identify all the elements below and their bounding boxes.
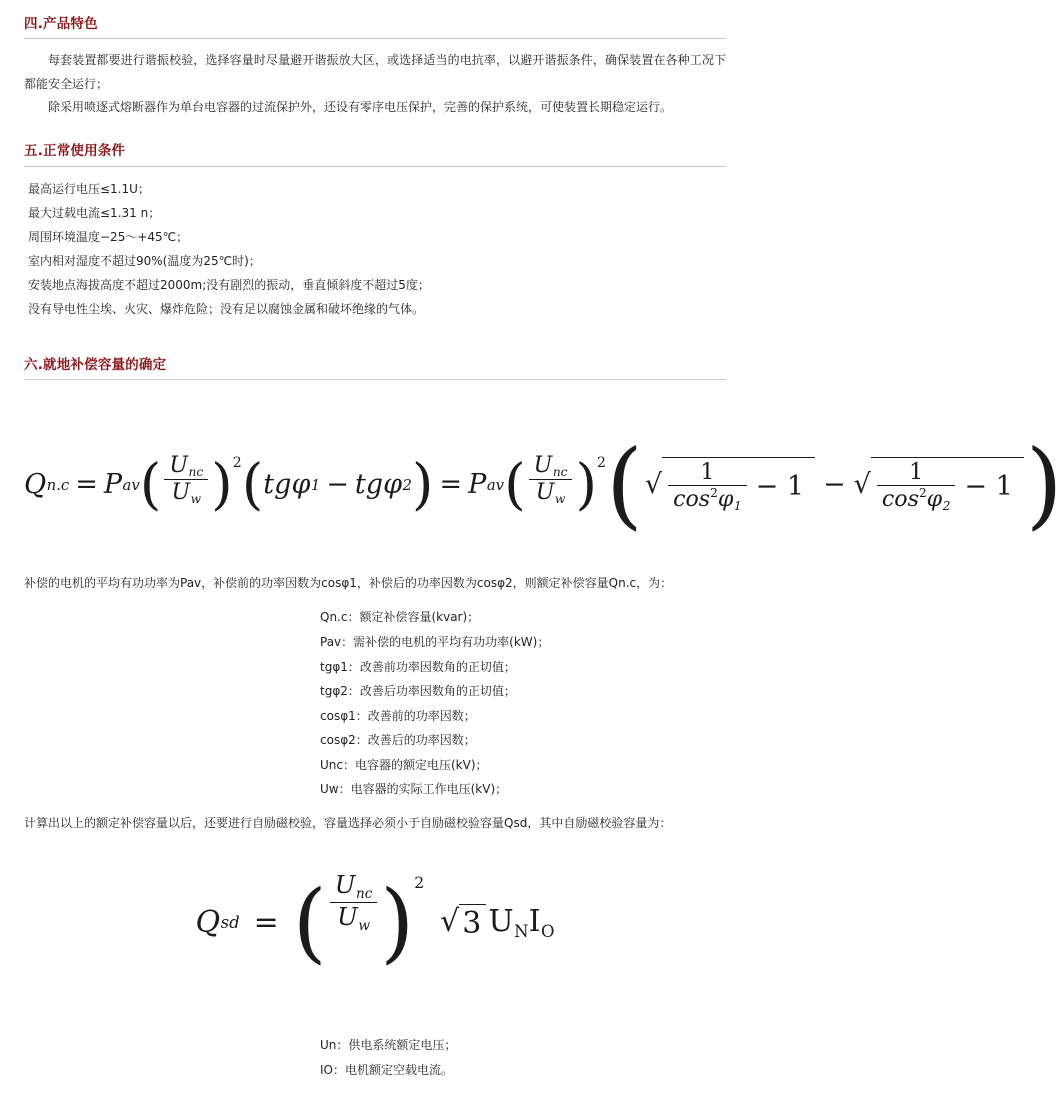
formula-phi-1-index: 1: [310, 475, 321, 494]
radicand: [459, 904, 486, 941]
formula-subscript-sd: sd: [220, 912, 240, 932]
radical-first: [645, 457, 815, 514]
formula-tg-2: tg: [354, 469, 384, 501]
formula-symbol-q: Q: [195, 904, 221, 940]
symbol-u: U: [171, 478, 191, 505]
phi-symbol: φ: [926, 486, 943, 513]
list-item: 安装地点海拔高度不超过2000m;没有剧烈的振动，垂直倾斜度不超过5度；: [28, 277, 430, 292]
exponent-two: 2: [414, 873, 425, 892]
radical-second: [854, 457, 1024, 514]
minus-one: − 1: [964, 470, 1013, 502]
spacer: [24, 595, 726, 605]
paren-close-large: ): [1025, 429, 1063, 540]
note-self-excitation-check: 计算出以上的额定补偿容量以后，还要进行自励磁校验，容量选择必须小于自励磁校验容量Qsd，其中自励磁校验容量为：: [24, 816, 672, 831]
formula-minus: −: [326, 469, 349, 501]
section-heading-local-compensation: 六.就地补偿容量的确定: [24, 356, 167, 373]
definition-item: cosφ2：改善后的功率因数；: [320, 733, 476, 748]
heading-divider: [24, 166, 726, 167]
sqrt-icon: √: [644, 469, 663, 501]
radical-three: [440, 904, 486, 941]
list-item: 最大过载电流≤1.31 n；: [28, 205, 161, 220]
subscript-nc: nc: [552, 464, 568, 479]
fraction-one-over-cos2phi2: [877, 460, 956, 514]
list-item: 最高运行电压≤1.1U；: [28, 181, 150, 196]
list-item: 没有导电性尘埃、火灾、爆炸危险；没有足以腐蚀金属和破坏绝缘的气体。: [28, 301, 425, 316]
definition-item: IO：电机额定空载电流。: [320, 1063, 453, 1078]
definition-item: tgφ1：改善前功率因数角的正切值；: [320, 659, 516, 674]
cos-exponent: 2: [710, 486, 718, 501]
definition-item: Un：供电系统额定电压；: [320, 1038, 457, 1053]
paren-open: (: [504, 452, 526, 517]
cos-label: cos: [673, 486, 711, 513]
formula-phi-2: φ: [383, 469, 402, 501]
list-item: 周围环境温度−25～+45℃；: [28, 229, 189, 244]
phi-index: 1: [733, 499, 742, 514]
definition-item: cosφ1：改善前的功率因数；: [320, 708, 476, 723]
spacer: [24, 550, 726, 572]
heading-divider: [24, 38, 726, 39]
spacer: [24, 321, 726, 355]
subscript-o: O: [540, 921, 555, 941]
fraction-numerator: 1: [700, 458, 715, 485]
spacer: [24, 119, 726, 141]
fraction-denominator: [531, 480, 571, 506]
formula-equals: =: [253, 904, 279, 940]
formula-phi-2-index: 2: [402, 475, 412, 494]
subscript-n: N: [514, 921, 529, 941]
definition-item: Unc：电容器的额定电压(kV)；: [320, 757, 488, 772]
spacer: [24, 802, 726, 812]
phi-symbol: φ: [717, 486, 734, 513]
symbol-u: U: [337, 902, 358, 932]
paren-close: ): [211, 452, 233, 517]
formula-symbol-q: Q: [24, 469, 47, 501]
section-heading-normal-conditions: 五.正常使用条件: [24, 143, 126, 160]
formula-symbol-p-2: P: [468, 469, 487, 501]
subscript-w: w: [358, 917, 370, 934]
fraction-numerator: [529, 453, 573, 479]
subscript-w: w: [554, 491, 566, 506]
heading-divider: [24, 379, 726, 380]
paren-open-large: (: [605, 429, 643, 540]
formula-subscript-av: av: [122, 475, 140, 494]
formula-power-group-2: [504, 453, 606, 517]
minus-one: − 1: [755, 470, 805, 502]
paren-open: (: [292, 871, 327, 974]
formula-symbol-un: [488, 904, 528, 940]
root-operand-three: 3: [462, 905, 482, 941]
paren-close: ): [575, 452, 598, 517]
list-item: 室内相对湿度不超过90%(温度为25℃时)；: [28, 253, 261, 268]
fraction-numerator: [164, 453, 208, 479]
note-power-factor: 补偿的电机的平均有功功率为Pav，补偿前的功率因数为cosφ1，补偿后的功率因数为cosφ2，则额定补偿容量Qn.c，为：: [24, 575, 673, 590]
cos-exponent: 2: [918, 486, 927, 501]
spacer: [24, 390, 726, 412]
formula-symbol-io: [529, 904, 555, 940]
subscript-w: w: [190, 491, 202, 506]
paren-open: (: [139, 452, 162, 517]
symbol-i: I: [528, 904, 541, 940]
radicand: [871, 457, 1024, 514]
formula-self-excitation-capacity: [24, 835, 726, 999]
formula-rated-compensation-capacity: [24, 412, 1063, 550]
subscript-nc: nc: [355, 885, 373, 902]
definition-item: Uw：电容器的实际工作电压(kV)；: [320, 782, 508, 797]
subscript-nc: nc: [188, 464, 204, 479]
formula-symbol-p: P: [103, 469, 123, 501]
paren-close: ): [380, 871, 415, 974]
exponent-two-2: 2: [597, 455, 606, 472]
paragraph-resonance-check: 每套装置都要进行谐振校验，选择容量时尽量避开谐振放大区，或选择适当的电抗率，以避开谐振条件，确保装置在各种工况下都能安全运行；: [24, 53, 726, 91]
fraction-denominator: [166, 480, 206, 506]
formula-power-group: [140, 453, 242, 517]
fraction-numerator: 1: [909, 458, 924, 485]
fraction-denominator: [668, 486, 747, 513]
formula-tg-1: tg: [263, 469, 292, 501]
fraction-denominator: [332, 903, 375, 934]
symbol-u: U: [488, 904, 514, 940]
sqrt-icon: √: [440, 904, 460, 940]
section-heading-product-features: 四.产品特色: [24, 16, 98, 32]
paren-close: ): [411, 452, 434, 517]
symbol-u: U: [169, 451, 189, 478]
fraction-unc-uw: [330, 871, 378, 934]
paren-open: (: [241, 452, 264, 517]
paragraph-protection-system: 除采用喷逐式熔断器作为单台电容器的过流保护外，还设有零序电压保护，完善的保护系统，可使装置长期稳定运行。: [48, 100, 673, 115]
formula-minus-between-radicals: −: [823, 469, 846, 501]
formula-power-group: [293, 871, 424, 973]
conditions-list: [24, 177, 726, 321]
formula-equals-2: =: [439, 469, 463, 501]
fraction-denominator: [877, 486, 956, 513]
symbol-u: U: [535, 478, 555, 505]
formula-equals: =: [75, 469, 98, 501]
fraction-unc-uw: [164, 453, 208, 506]
symbol-u: U: [334, 870, 356, 900]
formula-subscript-av-2: av: [486, 475, 505, 494]
formula-subscript-nc: n.c: [46, 475, 70, 494]
formula-expression: [196, 871, 555, 973]
definition-list-primary: [24, 605, 726, 802]
radicand: [662, 457, 815, 514]
formula-expression: [24, 430, 1063, 540]
fraction-unc-uw-2: [529, 453, 573, 506]
sqrt-icon: √: [853, 469, 871, 501]
phi-index: 2: [942, 499, 951, 514]
symbol-u: U: [533, 451, 553, 478]
formula-phi-1: φ: [291, 469, 311, 501]
exponent-two: 2: [232, 455, 242, 472]
definition-list-secondary: [24, 1033, 726, 1082]
definition-item: Qn.c：额定补偿容量(kvar)；: [320, 610, 480, 625]
definition-item: tgφ2：改善后功率因数角的正切值；: [320, 684, 516, 699]
cos-label: cos: [881, 486, 919, 513]
definition-item: Pav：需补偿的电机的平均有功功率(kW)；: [320, 634, 550, 649]
spacer: [24, 999, 726, 1033]
fraction-one-over-cos2phi1: [668, 460, 747, 514]
fraction-numerator: [330, 871, 378, 902]
